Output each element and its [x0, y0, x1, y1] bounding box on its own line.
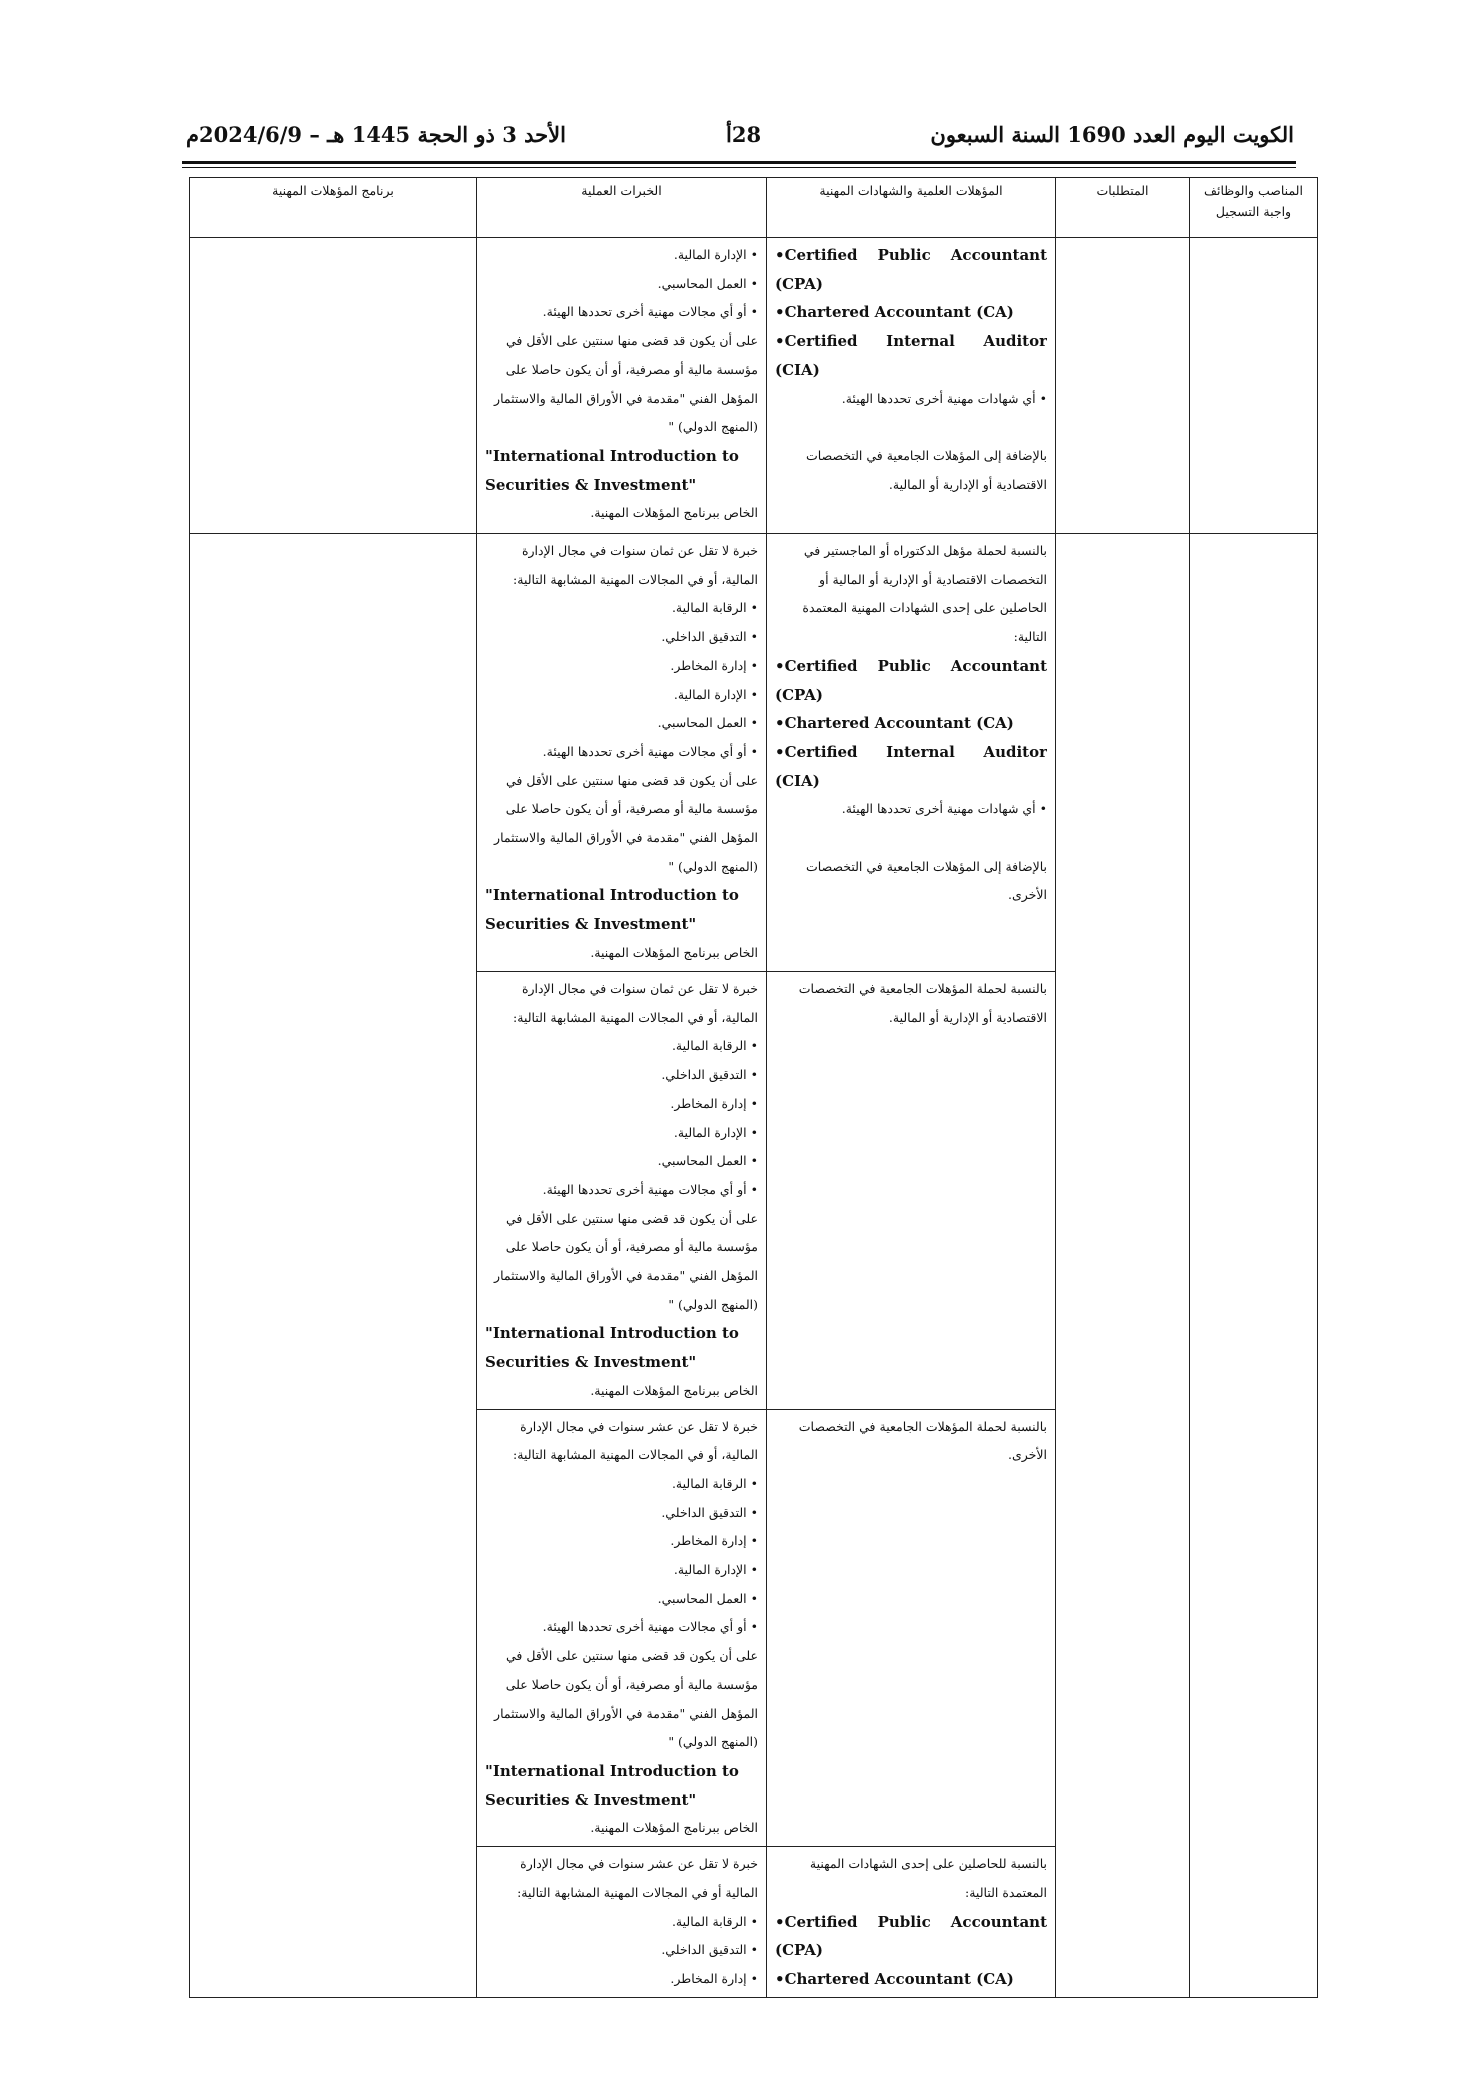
- header-rule-thin: [182, 167, 1296, 168]
- text-line: الخاص ببرنامج المؤهلات المهنية.: [590, 505, 758, 521]
- header-page-number: 28أ: [726, 122, 762, 147]
- text-line: بالإضافة إلى المؤهلات الجامعية في التخصصات: [806, 858, 1047, 874]
- english-line: (CIA): [775, 360, 820, 379]
- text-line: بالنسبة لحملة المؤهلات الجامعية في التخصصات: [798, 981, 1047, 996]
- text-line: • إدارة المخاطر.: [670, 657, 758, 673]
- english-line: Securities & Investment": [485, 915, 697, 934]
- english-line: •Certified Public Accountant: [775, 246, 1047, 264]
- text-line: • أو أي مجالات مهنية أخرى تحددها الهيئة.: [542, 743, 758, 759]
- qualifications-cell: [767, 1847, 1056, 1998]
- text-line: • الإدارة المالية.: [673, 1124, 758, 1140]
- english-line: "International Introduction to: [485, 1324, 739, 1343]
- experience-cell: [477, 238, 767, 534]
- text-line: خبرة لا تقل عن ثمان سنوات في مجال الإدارة: [521, 543, 758, 558]
- text-line: الخاص ببرنامج المؤهلات المهنية.: [590, 1820, 758, 1836]
- text-line: • العمل المحاسبي.: [657, 1153, 758, 1169]
- text-line: (المنهج الدولي) ": [668, 1296, 758, 1312]
- text-line: الأخرى.: [1008, 887, 1047, 903]
- text-line: مؤسسة مالية أو مصرفية، أو أن يكون حاصلا على: [505, 361, 758, 377]
- program-cell: [190, 238, 477, 534]
- text-line: • إدارة المخاطر.: [670, 1970, 758, 1986]
- english-line: •Certified Internal Auditor: [775, 332, 1047, 351]
- table-row: [190, 534, 1318, 972]
- english-line: •Chartered Accountant (CA): [775, 714, 1014, 733]
- text-line: • إدارة المخاطر.: [670, 1533, 758, 1549]
- experience-cell: [477, 534, 767, 972]
- positions-cell: [1190, 534, 1318, 1998]
- text-line: (المنهج الدولي) ": [668, 1734, 758, 1750]
- requirements-cell: [1056, 238, 1190, 534]
- text-line: • الرقابة المالية.: [671, 1038, 758, 1054]
- text-line: • الرقابة المالية.: [671, 1913, 758, 1929]
- experience-cell: [477, 972, 767, 1410]
- english-line: •Certified Public Accountant: [775, 656, 1047, 675]
- text-line: (المنهج الدولي) ": [668, 419, 758, 435]
- english-line: •Chartered Accountant (CA): [775, 1969, 1014, 1988]
- text-line: الاقتصادية أو الإدارية أو المالية.: [888, 476, 1047, 492]
- text-line: بالإضافة إلى المؤهلات الجامعية في التخصصات: [806, 447, 1047, 463]
- col-header-positions: المناصب والوظائف واجبة التسجيل: [1190, 178, 1318, 238]
- english-line: "International Introduction to: [485, 1761, 739, 1780]
- text-line: • التدقيق الداخلي.: [661, 1067, 758, 1083]
- text-line: المالية أو في المجالات المهنية المشابهة التالية:: [517, 1884, 758, 1900]
- english-line: "International Introduction to: [485, 886, 739, 905]
- col-header-qualifications: المؤهلات العلمية والشهادات المهنية: [767, 178, 1056, 238]
- text-line: (المنهج الدولي) ": [668, 858, 758, 874]
- text-line: بالنسبة لحملة مؤهل الدكتوراه أو الماجستير في: [803, 543, 1047, 558]
- text-line: • التدقيق الداخلي.: [661, 1504, 758, 1520]
- text-line: • أو أي مجالات مهنية أخرى تحددها الهيئة.: [542, 1181, 758, 1197]
- requirements-table: [189, 177, 1318, 1998]
- text-line: • الإدارة المالية.: [673, 1562, 758, 1578]
- english-line: Securities & Investment": [485, 1790, 697, 1809]
- text-line: • العمل المحاسبي.: [657, 275, 758, 291]
- text-line: الأخرى.: [1008, 1447, 1047, 1463]
- english-line: Securities & Investment": [485, 475, 697, 494]
- english-line: •Certified Internal Auditor: [775, 742, 1047, 761]
- english-line: Securities & Investment": [485, 1353, 697, 1372]
- text-line: • العمل المحاسبي.: [657, 715, 758, 731]
- text-line: • الإدارة المالية.: [673, 686, 758, 702]
- text-line: مؤسسة مالية أو مصرفية، أو أن يكون حاصلا على: [505, 1676, 758, 1692]
- text-line: • الإدارة المالية.: [673, 247, 758, 262]
- text-line: على أن يكون قد قضى منها سنتين على الأقل في: [505, 1648, 758, 1664]
- text-line: • التدقيق الداخلي.: [661, 1942, 758, 1958]
- experience-cell: [477, 1847, 767, 1998]
- line-gap: [775, 413, 1047, 442]
- text-line: • العمل المحاسبي.: [657, 1590, 758, 1606]
- col-header-requirements: المتطلبات: [1056, 178, 1190, 238]
- text-line: • أي شهادات مهنية أخرى تحددها الهيئة.: [841, 390, 1047, 406]
- qualifications-cell: [767, 972, 1056, 1410]
- header-rule-thick: [182, 161, 1296, 164]
- text-line: على أن يكون قد قضى منها سنتين على الأقل في: [505, 772, 758, 788]
- text-line: الحاصلين على إحدى الشهادات المهنية المعتمدة: [802, 600, 1047, 616]
- text-line: المالية، أو في المجالات المهنية المشابهة التالية:: [513, 571, 758, 587]
- text-line: المالية، أو في المجالات المهنية المشابهة التالية:: [513, 1009, 758, 1025]
- text-line: • الرقابة المالية.: [671, 600, 758, 616]
- header-date: الأحد 3 ذو الحجة 1445 هـ – 2024/6/9م: [186, 122, 566, 147]
- qualifications-cell: [767, 1409, 1056, 1847]
- text-line: الخاص ببرنامج المؤهلات المهنية.: [590, 1382, 758, 1398]
- experience-cell: [477, 1409, 767, 1847]
- qualifications-cell: [767, 238, 1056, 534]
- text-line: بالنسبة لحملة المؤهلات الجامعية في التخصصات: [798, 1418, 1047, 1434]
- text-line: على أن يكون قد قضى منها سنتين على الأقل في: [505, 333, 758, 349]
- text-line: المؤهل الفني "مقدمة في الأوراق المالية والاستثمار: [494, 1705, 758, 1721]
- text-line: • إدارة المخاطر.: [670, 1095, 758, 1111]
- program-cell: [190, 534, 477, 1998]
- text-line: • التدقيق الداخلي.: [661, 629, 758, 645]
- text-line: خبرة لا تقل عن عشر سنوات في مجال الإدارة: [520, 1418, 758, 1434]
- text-line: الخاص ببرنامج المؤهلات المهنية.: [590, 944, 758, 960]
- qualifications-cell: [767, 534, 1056, 972]
- text-line: • الرقابة المالية.: [671, 1475, 758, 1491]
- col-header-experience: الخبرات العملية: [477, 178, 767, 238]
- english-line: •Certified Public Accountant: [775, 1912, 1047, 1931]
- line-gap: [775, 824, 1047, 853]
- text-line: المعتمدة التالية:: [965, 1884, 1047, 1900]
- text-line: مؤسسة مالية أو مصرفية، أو أن يكون حاصلا على: [505, 801, 758, 817]
- english-line: (CPA): [775, 685, 823, 704]
- text-line: خبرة لا تقل عن ثمان سنوات في مجال الإدارة: [521, 981, 758, 996]
- text-line: التالية:: [1013, 629, 1047, 645]
- col-header-program: برنامج المؤهلات المهنية: [190, 178, 477, 238]
- table-row: [190, 238, 1318, 534]
- text-line: • أو أي مجالات مهنية أخرى تحددها الهيئة.: [542, 1619, 758, 1635]
- english-line: "International Introduction to: [485, 446, 739, 465]
- english-line: •Chartered Accountant (CA): [775, 303, 1014, 322]
- text-line: المؤهل الفني "مقدمة في الأوراق المالية والاستثمار: [494, 1268, 758, 1284]
- text-line: • أي شهادات مهنية أخرى تحددها الهيئة.: [841, 801, 1047, 817]
- english-line: (CPA): [775, 274, 823, 293]
- text-line: المالية، أو في المجالات المهنية المشابهة التالية:: [513, 1447, 758, 1463]
- text-line: التخصصات الاقتصادية أو الإدارية أو المالية أو: [819, 571, 1047, 587]
- text-line: • أو أي مجالات مهنية أخرى تحددها الهيئة.: [542, 304, 758, 320]
- page-header: [186, 118, 1294, 160]
- positions-cell: [1190, 238, 1318, 534]
- requirements-cell: [1056, 534, 1190, 1998]
- text-line: المؤهل الفني "مقدمة في الأوراق المالية والاستثمار: [494, 390, 758, 406]
- header-issue: الكويت اليوم العدد 1690 السنة السبعون: [930, 122, 1294, 147]
- text-line: على أن يكون قد قضى منها سنتين على الأقل في: [505, 1210, 758, 1226]
- english-line: (CIA): [775, 771, 820, 790]
- text-line: مؤسسة مالية أو مصرفية، أو أن يكون حاصلا على: [505, 1239, 758, 1255]
- text-line: الاقتصادية أو الإدارية أو المالية.: [888, 1009, 1047, 1025]
- text-line: خبرة لا تقل عن عشر سنوات في مجال الإدارة: [520, 1856, 758, 1872]
- table-header-row: [190, 178, 1318, 238]
- text-line: المؤهل الفني "مقدمة في الأوراق المالية والاستثمار: [494, 830, 758, 846]
- english-line: (CPA): [775, 1941, 823, 1960]
- text-line: بالنسبة للحاصلين على إحدى الشهادات المهنية: [809, 1856, 1047, 1872]
